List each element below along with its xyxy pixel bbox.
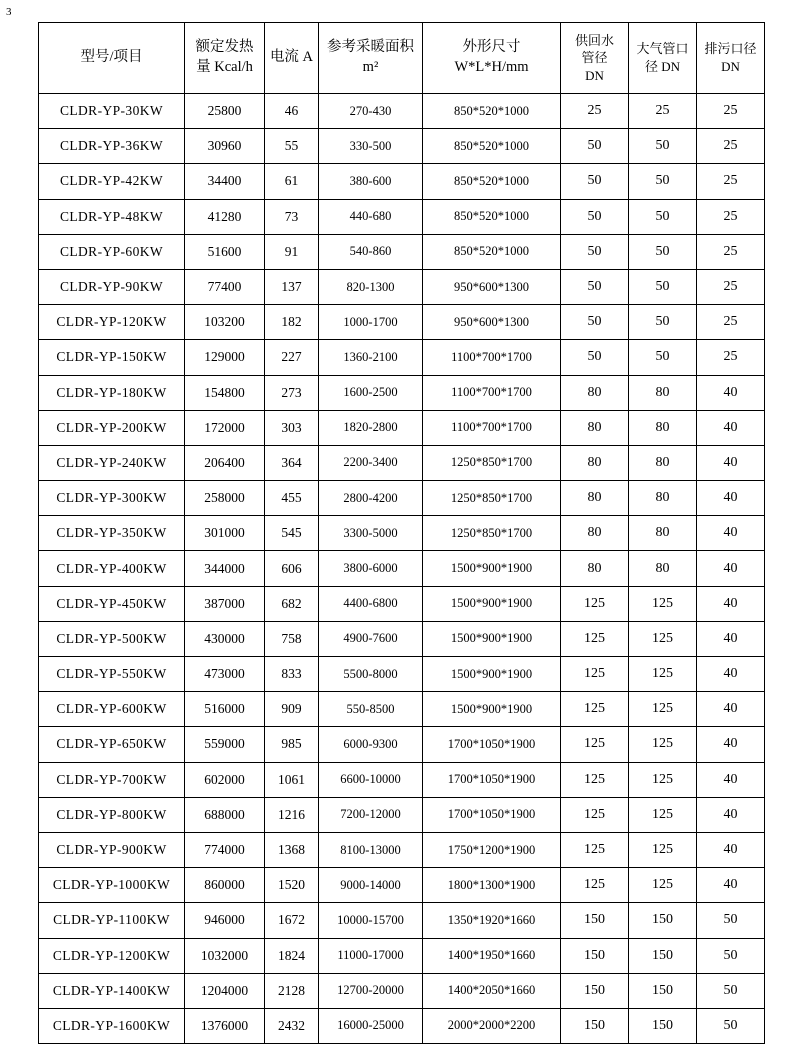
cell-air-pipe: 125: [629, 832, 697, 867]
cell-dimension: 1350*1920*1660: [423, 903, 561, 938]
table-row: [39, 903, 765, 938]
cell-air-pipe: 80: [629, 410, 697, 445]
table-row: [39, 657, 765, 692]
cell-heating-area: 4400-6800: [319, 586, 423, 621]
column-header-dimension-line1: 外形尺寸: [462, 39, 521, 56]
cell-heating-area: 5500-8000: [319, 657, 423, 692]
cell-rated-heat: 301000: [185, 516, 265, 551]
cell-model: CLDR-YP-200KW: [39, 410, 185, 445]
cell-dimension: 1250*850*1700: [423, 516, 561, 551]
cell-rated-heat: 154800: [185, 375, 265, 410]
cell-heating-area: 11000-17000: [319, 938, 423, 973]
cell-heating-area: 3800-6000: [319, 551, 423, 586]
cell-model: CLDR-YP-120KW: [39, 305, 185, 340]
cell-heating-area: 440-680: [319, 199, 423, 234]
cell-current: 182: [265, 305, 319, 340]
cell-air-pipe: 125: [629, 762, 697, 797]
cell-current: 73: [265, 199, 319, 234]
cell-supply-pipe: 125: [561, 762, 629, 797]
cell-current: 137: [265, 269, 319, 304]
cell-model: CLDR-YP-1600KW: [39, 1008, 185, 1043]
cell-air-pipe: 125: [629, 621, 697, 656]
cell-drain-pipe: 25: [697, 269, 765, 304]
cell-air-pipe: 150: [629, 938, 697, 973]
cell-rated-heat: 258000: [185, 481, 265, 516]
cell-dimension: 1100*700*1700: [423, 340, 561, 375]
table-row: [39, 868, 765, 903]
cell-rated-heat: 103200: [185, 305, 265, 340]
cell-air-pipe: 50: [629, 305, 697, 340]
cell-dimension: 1100*700*1700: [423, 375, 561, 410]
table-row: [39, 762, 765, 797]
cell-rated-heat: 172000: [185, 410, 265, 445]
cell-supply-pipe: 150: [561, 973, 629, 1008]
table-row: [39, 832, 765, 867]
cell-dimension: 1400*1950*1660: [423, 938, 561, 973]
cell-rated-heat: 559000: [185, 727, 265, 762]
cell-model: CLDR-YP-60KW: [39, 234, 185, 269]
cell-drain-pipe: 25: [697, 129, 765, 164]
cell-supply-pipe: 50: [561, 234, 629, 269]
cell-current: 273: [265, 375, 319, 410]
cell-supply-pipe: 125: [561, 832, 629, 867]
cell-heating-area: 820-1300: [319, 269, 423, 304]
table-row: [39, 94, 765, 129]
cell-rated-heat: 25800: [185, 94, 265, 129]
cell-air-pipe: 80: [629, 516, 697, 551]
cell-dimension: 1500*900*1900: [423, 586, 561, 621]
cell-model: CLDR-YP-48KW: [39, 199, 185, 234]
cell-current: 46: [265, 94, 319, 129]
cell-air-pipe: 50: [629, 129, 697, 164]
cell-heating-area: 8100-13000: [319, 832, 423, 867]
cell-heating-area: 1000-1700: [319, 305, 423, 340]
cell-air-pipe: 125: [629, 797, 697, 832]
cell-drain-pipe: 25: [697, 164, 765, 199]
cell-supply-pipe: 150: [561, 1008, 629, 1043]
cell-supply-pipe: 50: [561, 199, 629, 234]
cell-heating-area: 1820-2800: [319, 410, 423, 445]
cell-rated-heat: 129000: [185, 340, 265, 375]
cell-dimension: 950*600*1300: [423, 269, 561, 304]
column-header-air-pipe: [629, 23, 697, 94]
cell-air-pipe: 125: [629, 586, 697, 621]
column-header-heating-area: [319, 23, 423, 94]
cell-rated-heat: 688000: [185, 797, 265, 832]
cell-current: 1824: [265, 938, 319, 973]
cell-dimension: 850*520*1000: [423, 164, 561, 199]
cell-drain-pipe: 40: [697, 481, 765, 516]
cell-supply-pipe: 150: [561, 903, 629, 938]
cell-current: 682: [265, 586, 319, 621]
column-header-air-line1: 大气管口: [636, 41, 689, 57]
cell-rated-heat: 51600: [185, 234, 265, 269]
cell-drain-pipe: 25: [697, 94, 765, 129]
cell-current: 91: [265, 234, 319, 269]
cell-dimension: 1700*1050*1900: [423, 762, 561, 797]
table-row: [39, 797, 765, 832]
cell-dimension: 850*520*1000: [423, 234, 561, 269]
cell-heating-area: 9000-14000: [319, 868, 423, 903]
cell-supply-pipe: 50: [561, 164, 629, 199]
cell-rated-heat: 41280: [185, 199, 265, 234]
cell-supply-pipe: 50: [561, 305, 629, 340]
cell-heating-area: 330-500: [319, 129, 423, 164]
cell-air-pipe: 125: [629, 657, 697, 692]
cell-model: CLDR-YP-550KW: [39, 657, 185, 692]
cell-dimension: 1500*900*1900: [423, 692, 561, 727]
cell-dimension: 1250*850*1700: [423, 445, 561, 480]
cell-supply-pipe: 25: [561, 94, 629, 129]
cell-model: CLDR-YP-90KW: [39, 269, 185, 304]
cell-heating-area: 7200-12000: [319, 797, 423, 832]
cell-dimension: 1700*1050*1900: [423, 727, 561, 762]
specification-table: [38, 22, 765, 1044]
cell-drain-pipe: 40: [697, 832, 765, 867]
cell-drain-pipe: 40: [697, 692, 765, 727]
table-row: [39, 269, 765, 304]
table-row: [39, 586, 765, 621]
cell-heating-area: 550-8500: [319, 692, 423, 727]
table-row: [39, 234, 765, 269]
table-row: [39, 516, 765, 551]
cell-supply-pipe: 125: [561, 797, 629, 832]
cell-current: 909: [265, 692, 319, 727]
cell-air-pipe: 80: [629, 375, 697, 410]
cell-current: 1368: [265, 832, 319, 867]
cell-drain-pipe: 25: [697, 234, 765, 269]
cell-model: CLDR-YP-700KW: [39, 762, 185, 797]
column-header-drain-line2: DN: [721, 59, 740, 74]
cell-drain-pipe: 40: [697, 797, 765, 832]
cell-supply-pipe: 150: [561, 938, 629, 973]
cell-drain-pipe: 40: [697, 621, 765, 656]
cell-rated-heat: 860000: [185, 868, 265, 903]
column-header-rated-heat: [185, 23, 265, 94]
cell-supply-pipe: 125: [561, 586, 629, 621]
cell-model: CLDR-YP-400KW: [39, 551, 185, 586]
cell-dimension: 2000*2000*2200: [423, 1008, 561, 1043]
page-number: 3: [6, 6, 12, 18]
cell-air-pipe: 150: [629, 903, 697, 938]
cell-dimension: 1500*900*1900: [423, 657, 561, 692]
cell-dimension: 1750*1200*1900: [423, 832, 561, 867]
cell-drain-pipe: 40: [697, 445, 765, 480]
table-body: [39, 94, 765, 1044]
cell-model: CLDR-YP-150KW: [39, 340, 185, 375]
cell-dimension: 1400*2050*1660: [423, 973, 561, 1008]
cell-heating-area: 16000-25000: [319, 1008, 423, 1043]
table-row: [39, 1008, 765, 1043]
cell-model: CLDR-YP-36KW: [39, 129, 185, 164]
cell-current: 1672: [265, 903, 319, 938]
cell-dimension: 950*600*1300: [423, 305, 561, 340]
cell-current: 833: [265, 657, 319, 692]
cell-drain-pipe: 25: [697, 199, 765, 234]
cell-dimension: 1500*900*1900: [423, 551, 561, 586]
column-header-model: [39, 23, 185, 94]
cell-dimension: 1250*850*1700: [423, 481, 561, 516]
cell-dimension: 850*520*1000: [423, 94, 561, 129]
cell-supply-pipe: 80: [561, 481, 629, 516]
cell-model: CLDR-YP-300KW: [39, 481, 185, 516]
cell-drain-pipe: 50: [697, 973, 765, 1008]
cell-air-pipe: 125: [629, 868, 697, 903]
cell-rated-heat: 1376000: [185, 1008, 265, 1043]
column-header-supply-line1: 供回水: [574, 32, 614, 48]
cell-current: 758: [265, 621, 319, 656]
cell-heating-area: 10000-15700: [319, 903, 423, 938]
cell-heating-area: 3300-5000: [319, 516, 423, 551]
column-header-supply-return-pipe: [561, 23, 629, 94]
column-header-current-line1: 电流 A: [269, 49, 314, 66]
cell-heating-area: 12700-20000: [319, 973, 423, 1008]
cell-model: CLDR-YP-800KW: [39, 797, 185, 832]
cell-supply-pipe: 50: [561, 129, 629, 164]
cell-current: 545: [265, 516, 319, 551]
table-row: [39, 727, 765, 762]
cell-current: 1520: [265, 868, 319, 903]
column-header-drain: [697, 23, 765, 94]
table-row: [39, 973, 765, 1008]
cell-air-pipe: 80: [629, 481, 697, 516]
cell-model: CLDR-YP-600KW: [39, 692, 185, 727]
cell-dimension: 1500*900*1900: [423, 621, 561, 656]
column-header-heating-area-line1: 参考采暖面积: [327, 39, 414, 56]
cell-current: 1216: [265, 797, 319, 832]
cell-dimension: 1100*700*1700: [423, 410, 561, 445]
table-row: [39, 199, 765, 234]
cell-model: CLDR-YP-240KW: [39, 445, 185, 480]
table-row: [39, 305, 765, 340]
cell-current: 606: [265, 551, 319, 586]
column-header-dimension: [423, 23, 561, 94]
cell-dimension: 1700*1050*1900: [423, 797, 561, 832]
cell-model: CLDR-YP-180KW: [39, 375, 185, 410]
cell-drain-pipe: 40: [697, 551, 765, 586]
cell-current: 227: [265, 340, 319, 375]
cell-supply-pipe: 80: [561, 445, 629, 480]
cell-air-pipe: 50: [629, 199, 697, 234]
column-header-supply-line2: 管径: [581, 50, 608, 66]
table-row: [39, 551, 765, 586]
table-row: [39, 129, 765, 164]
cell-dimension: 850*520*1000: [423, 129, 561, 164]
cell-rated-heat: 344000: [185, 551, 265, 586]
column-header-model-line1: 型号/项目: [80, 49, 143, 66]
cell-current: 303: [265, 410, 319, 445]
cell-current: 985: [265, 727, 319, 762]
cell-model: CLDR-YP-1200KW: [39, 938, 185, 973]
cell-rated-heat: 206400: [185, 445, 265, 480]
cell-drain-pipe: 40: [697, 762, 765, 797]
cell-air-pipe: 150: [629, 1008, 697, 1043]
cell-rated-heat: 1032000: [185, 938, 265, 973]
cell-heating-area: 6000-9300: [319, 727, 423, 762]
cell-air-pipe: 150: [629, 973, 697, 1008]
cell-air-pipe: 50: [629, 340, 697, 375]
table-row: [39, 621, 765, 656]
cell-rated-heat: 602000: [185, 762, 265, 797]
cell-model: CLDR-YP-1400KW: [39, 973, 185, 1008]
cell-rated-heat: 516000: [185, 692, 265, 727]
column-header-supply-line3: DN: [585, 67, 604, 83]
cell-air-pipe: 25: [629, 94, 697, 129]
cell-model: CLDR-YP-350KW: [39, 516, 185, 551]
cell-air-pipe: 125: [629, 727, 697, 762]
cell-drain-pipe: 25: [697, 340, 765, 375]
cell-model: CLDR-YP-900KW: [39, 832, 185, 867]
cell-drain-pipe: 40: [697, 868, 765, 903]
cell-air-pipe: 50: [629, 269, 697, 304]
cell-supply-pipe: 80: [561, 551, 629, 586]
cell-rated-heat: 387000: [185, 586, 265, 621]
cell-supply-pipe: 50: [561, 340, 629, 375]
cell-drain-pipe: 40: [697, 410, 765, 445]
cell-drain-pipe: 40: [697, 375, 765, 410]
cell-air-pipe: 80: [629, 551, 697, 586]
cell-supply-pipe: 125: [561, 657, 629, 692]
cell-rated-heat: 473000: [185, 657, 265, 692]
cell-heating-area: 4900-7600: [319, 621, 423, 656]
cell-air-pipe: 50: [629, 164, 697, 199]
column-header-air-line2: 径 DN: [644, 59, 681, 74]
cell-drain-pipe: 40: [697, 516, 765, 551]
cell-drain-pipe: 40: [697, 586, 765, 621]
cell-current: 2128: [265, 973, 319, 1008]
cell-current: 2432: [265, 1008, 319, 1043]
cell-current: 364: [265, 445, 319, 480]
cell-dimension: 1800*1300*1900: [423, 868, 561, 903]
table-header-row: [39, 23, 765, 94]
cell-current: 1061: [265, 762, 319, 797]
cell-drain-pipe: 50: [697, 938, 765, 973]
cell-model: CLDR-YP-30KW: [39, 94, 185, 129]
column-header-heating-area-line2: m²: [362, 59, 379, 75]
table-row: [39, 445, 765, 480]
cell-heating-area: 1600-2500: [319, 375, 423, 410]
cell-drain-pipe: 25: [697, 305, 765, 340]
cell-current: 55: [265, 129, 319, 164]
column-header-current: [265, 23, 319, 94]
table-row: [39, 340, 765, 375]
cell-rated-heat: 1204000: [185, 973, 265, 1008]
cell-supply-pipe: 50: [561, 269, 629, 304]
column-header-rated-heat-line1: 额定发热: [195, 39, 254, 56]
column-header-drain-line1: 排污口径: [704, 41, 757, 57]
column-header-rated-heat-line2: 量 Kcal/h: [196, 59, 253, 75]
cell-heating-area: 270-430: [319, 94, 423, 129]
column-header-dimension-line2: W*L*H/mm: [454, 59, 529, 75]
cell-heating-area: 380-600: [319, 164, 423, 199]
cell-air-pipe: 125: [629, 692, 697, 727]
cell-heating-area: 2200-3400: [319, 445, 423, 480]
cell-rated-heat: 430000: [185, 621, 265, 656]
cell-drain-pipe: 40: [697, 727, 765, 762]
table-row: [39, 692, 765, 727]
cell-supply-pipe: 80: [561, 375, 629, 410]
table-row: [39, 164, 765, 199]
cell-supply-pipe: 125: [561, 727, 629, 762]
cell-drain-pipe: 50: [697, 1008, 765, 1043]
cell-rated-heat: 77400: [185, 269, 265, 304]
cell-supply-pipe: 125: [561, 868, 629, 903]
cell-model: CLDR-YP-650KW: [39, 727, 185, 762]
cell-rated-heat: 774000: [185, 832, 265, 867]
specification-table-container: [38, 22, 764, 1044]
cell-supply-pipe: 125: [561, 621, 629, 656]
cell-model: CLDR-YP-1100KW: [39, 903, 185, 938]
cell-air-pipe: 80: [629, 445, 697, 480]
cell-supply-pipe: 80: [561, 410, 629, 445]
cell-drain-pipe: 50: [697, 903, 765, 938]
cell-model: CLDR-YP-1000KW: [39, 868, 185, 903]
cell-model: CLDR-YP-42KW: [39, 164, 185, 199]
cell-model: CLDR-YP-500KW: [39, 621, 185, 656]
cell-model: CLDR-YP-450KW: [39, 586, 185, 621]
table-header: [39, 23, 765, 94]
cell-air-pipe: 50: [629, 234, 697, 269]
table-row: [39, 481, 765, 516]
cell-supply-pipe: 125: [561, 692, 629, 727]
table-row: [39, 938, 765, 973]
table-row: [39, 410, 765, 445]
cell-rated-heat: 34400: [185, 164, 265, 199]
cell-current: 61: [265, 164, 319, 199]
cell-heating-area: 2800-4200: [319, 481, 423, 516]
cell-dimension: 850*520*1000: [423, 199, 561, 234]
cell-supply-pipe: 80: [561, 516, 629, 551]
table-row: [39, 375, 765, 410]
cell-drain-pipe: 40: [697, 657, 765, 692]
cell-heating-area: 6600-10000: [319, 762, 423, 797]
cell-rated-heat: 30960: [185, 129, 265, 164]
cell-rated-heat: 946000: [185, 903, 265, 938]
cell-current: 455: [265, 481, 319, 516]
cell-heating-area: 540-860: [319, 234, 423, 269]
cell-heating-area: 1360-2100: [319, 340, 423, 375]
